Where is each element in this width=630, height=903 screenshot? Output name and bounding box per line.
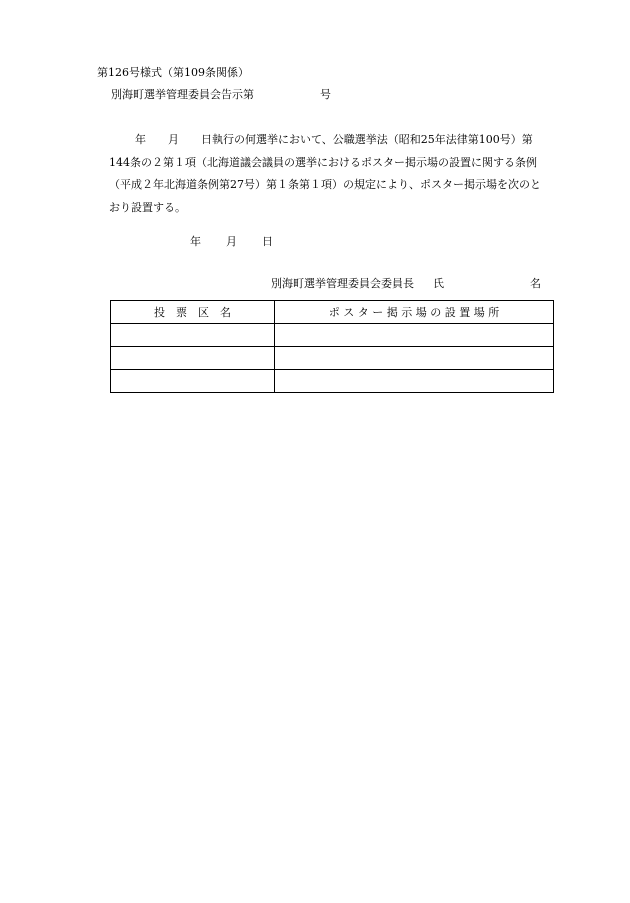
body-paragraph <box>109 129 579 219</box>
header-poster-location: ポ ス タ ー 掲 示 場 の 設 置 場 所 <box>275 301 554 324</box>
body-line-2: 144条の２第１項（北海道議会議員の選挙におけるポスター掲示場の設置に関する条例 <box>109 155 537 169</box>
table-header-row <box>111 301 554 324</box>
date-day: 日 <box>262 235 273 248</box>
body-line-4: おり設置する。 <box>109 200 186 214</box>
table-cell <box>275 370 554 393</box>
table-cell <box>111 370 275 393</box>
table-cell <box>111 347 275 370</box>
table-row <box>111 347 554 370</box>
table-cell <box>275 324 554 347</box>
signer-name-suffix: 名 <box>530 277 541 290</box>
form-number: 第126号様式（第109条関係） <box>97 66 249 79</box>
body-line-1: 年 月 日執行の何選挙において、公職選挙法（昭和25年法律第100号）第 <box>135 133 533 146</box>
notice-number-suffix: 号 <box>320 88 331 101</box>
header-voting-district: 投 票 区 名 <box>111 301 275 324</box>
poster-location-table <box>110 300 554 393</box>
table-row <box>111 370 554 393</box>
body-line-3: （平成２年北海道条例第27号）第１条第１項）の規定により、ポスター掲示場を次のと <box>109 178 541 191</box>
notice-title: 別海町選挙管理委員会告示第 <box>111 88 254 101</box>
table-cell <box>275 347 554 370</box>
signer-name-prefix: 氏 <box>433 277 444 290</box>
date-year: 年 <box>190 235 201 248</box>
signer-title: 別海町選挙管理委員会委員長 <box>271 277 414 290</box>
table-row <box>111 324 554 347</box>
table-cell <box>111 324 275 347</box>
date-month: 月 <box>226 235 237 248</box>
